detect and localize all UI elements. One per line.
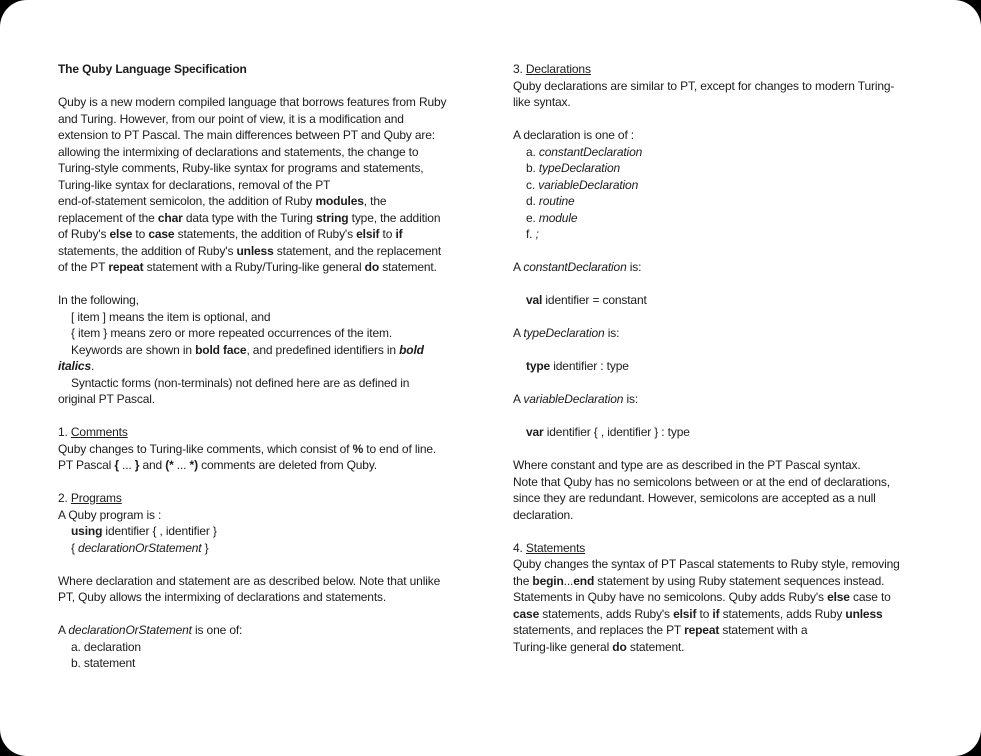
text-line [58, 210, 506, 227]
text-run: Turing-like syntax for declarations, removal of the PT [58, 177, 331, 192]
text-run: ... [563, 573, 574, 588]
text-run: A [513, 392, 524, 406]
text-run: Declarations [525, 62, 591, 76]
text-run: A [513, 260, 524, 274]
text-run: like syntax. [513, 95, 571, 109]
text-run: module [538, 210, 578, 225]
text-line [58, 655, 506, 672]
text-line [513, 243, 968, 260]
text-run: if [395, 227, 403, 241]
text-run: 2. [58, 491, 71, 505]
text-line [58, 457, 506, 474]
text-run: } [201, 540, 209, 555]
text-line [513, 358, 968, 375]
text-run: bold [399, 342, 424, 357]
text-run: val [526, 293, 543, 307]
text-line [58, 61, 506, 78]
text-line [58, 111, 506, 128]
text-line [513, 177, 968, 194]
text-line [513, 490, 968, 507]
text-run: Syntactic forms (non-terminals) not defined here are as defined in [71, 375, 410, 390]
text-run: statement. [626, 639, 685, 654]
text-line [513, 606, 968, 623]
text-run: { [114, 458, 119, 472]
text-line [513, 622, 968, 639]
text-run: A declaration is one of : [513, 128, 634, 142]
text-run: typeDeclaration [538, 161, 621, 175]
text-run: constantDeclaration [523, 260, 627, 274]
text-run: d. [526, 194, 539, 208]
text-run: comments are deleted from Quby. [197, 458, 377, 472]
text-run: identifier = constant [542, 293, 647, 307]
text-line [58, 144, 506, 161]
text-run: . [90, 359, 95, 373]
text-line [513, 408, 968, 425]
text-run: statements, the addition of Ruby's [174, 227, 357, 241]
text-run: Programs [70, 491, 122, 505]
text-run: f. [526, 227, 536, 241]
text-run: identifier { , identifier } : type [543, 425, 690, 439]
text-run: statement. [379, 260, 437, 274]
text-line [513, 342, 968, 359]
text-line [58, 507, 506, 524]
text-run: e. [526, 210, 539, 225]
text-run: a. [526, 144, 539, 159]
text-run: statement by using Ruby statement sequences instead. [594, 573, 885, 588]
text-line [513, 556, 968, 573]
text-line [513, 292, 968, 309]
text-run: a. declaration [71, 639, 141, 654]
text-run: end-of-statement semicolon, the addition of Ruby [58, 194, 316, 208]
text-run: variableDeclaration [523, 392, 624, 406]
text-run: unless [845, 606, 883, 621]
text-run: of Ruby's [58, 227, 110, 241]
text-run: modules [315, 194, 364, 208]
text-run: var [526, 425, 544, 439]
text-run: 4. [513, 540, 526, 555]
text-run: Statements [525, 540, 586, 555]
text-line [513, 193, 968, 210]
text-run: Quby declarations are similar to PT, except for changes to modern Turing- [513, 78, 895, 93]
text-line [58, 292, 506, 309]
text-run: b. [526, 161, 539, 175]
text-run: and [139, 458, 166, 472]
text-run: italics [58, 359, 91, 373]
text-run: statements, adds Ruby [719, 606, 846, 621]
text-line [58, 276, 506, 293]
text-line [58, 193, 506, 210]
text-run: statement, and the replacement [273, 243, 442, 258]
text-run: , and predefined identifiers in [246, 342, 400, 357]
text-line [58, 556, 506, 573]
text-line [58, 177, 506, 194]
text-run: ... [118, 458, 135, 472]
text-line [58, 259, 506, 276]
text-run: elsif [356, 227, 380, 241]
text-line [513, 160, 968, 177]
text-run: routine [538, 194, 575, 208]
document-column-left [58, 61, 506, 672]
text-run: { [71, 540, 79, 555]
text-run: bold face [195, 342, 247, 357]
text-line [513, 523, 968, 540]
text-run: identifier { , identifier } [102, 524, 217, 538]
text-line [58, 391, 506, 408]
text-line [58, 441, 506, 458]
text-run: do [364, 260, 380, 274]
text-line [513, 94, 968, 111]
text-line [58, 325, 506, 342]
text-run: % [352, 441, 364, 456]
text-run: is one of: [191, 623, 243, 637]
text-line [58, 589, 506, 606]
text-run: case [148, 227, 175, 241]
text-line [58, 523, 506, 540]
text-run: PT, Quby allows the intermixing of declarations and statements. [58, 590, 387, 604]
text-run: type, the addition [348, 210, 441, 225]
text-run: type [526, 359, 551, 373]
text-run: Note that Quby has no semicolons between or at the end of declarations, [513, 474, 890, 489]
text-line [513, 309, 968, 326]
text-run: (* [165, 458, 174, 472]
text-run: Quby changes to Turing-like comments, which consist of [58, 441, 353, 456]
text-run: is: [623, 392, 638, 406]
text-run: since they are redundant. However, semicolons are accepted as a null [513, 491, 876, 505]
text-run: allowing the intermixing of declarations and statements, the change to [58, 144, 419, 159]
text-run: ; [535, 227, 539, 241]
text-run: typeDeclaration [523, 326, 605, 340]
text-run: } [134, 458, 140, 472]
text-run: A Quby program is : [58, 507, 162, 522]
text-line [513, 375, 968, 392]
text-run: to [379, 227, 396, 241]
text-run: 3. [513, 62, 526, 76]
text-run: case to [849, 590, 891, 604]
text-run: data type with the Turing [182, 210, 317, 225]
text-line [58, 243, 506, 260]
text-line [58, 622, 506, 639]
text-run: char [157, 210, 183, 225]
text-line [58, 160, 506, 177]
text-run: The Quby Language Specification [58, 62, 247, 76]
text-line [513, 325, 968, 342]
text-run: A [58, 623, 69, 637]
text-run: else [827, 590, 850, 604]
text-run: variableDeclaration [538, 177, 639, 192]
text-line [58, 78, 506, 95]
text-run: c. [526, 177, 539, 192]
text-run: is: [626, 260, 642, 274]
text-run: PT Pascal [58, 458, 115, 472]
text-run: end [573, 573, 595, 588]
text-run: statement with a Ruby/Turing-like general [143, 260, 365, 274]
text-run: replacement of the [58, 210, 158, 225]
text-run: identifier : type [550, 359, 629, 373]
text-run: constantDeclaration [538, 144, 643, 159]
text-run: extension to PT Pascal. The main differences between PT and Quby are: [58, 128, 435, 142]
text-line [513, 78, 968, 95]
text-line [513, 457, 968, 474]
text-run: original PT Pascal. [58, 392, 155, 406]
text-run: *) [189, 458, 198, 472]
text-line [58, 424, 506, 441]
text-run: of the PT [58, 260, 109, 274]
text-run: repeat [684, 623, 720, 637]
text-line [513, 127, 968, 144]
text-line [513, 424, 968, 441]
text-run: Where declaration and statement are as described below. Note that unlike [58, 573, 441, 588]
text-run: case [513, 606, 540, 621]
text-line [58, 342, 506, 359]
text-line [58, 94, 506, 111]
text-line [58, 490, 506, 507]
text-run: to [696, 606, 713, 621]
text-line [513, 540, 968, 557]
text-line [58, 127, 506, 144]
text-run: to [132, 227, 149, 241]
text-line [513, 276, 968, 293]
text-line [58, 606, 506, 623]
text-line [58, 358, 506, 375]
text-run: declaration. [513, 507, 574, 522]
text-line [513, 210, 968, 227]
text-line [513, 61, 968, 78]
text-line [58, 226, 506, 243]
text-line [58, 540, 506, 557]
text-run: Where constant and type are as described in the PT Pascal syntax. [513, 458, 861, 472]
text-run: Keywords are shown in [71, 342, 196, 357]
text-line [513, 226, 968, 243]
text-run: begin [532, 573, 564, 588]
text-run: Turing-like general [513, 639, 613, 654]
text-run: if [712, 606, 720, 621]
text-run: repeat [108, 260, 144, 274]
text-line [58, 375, 506, 392]
text-run: using [71, 524, 103, 538]
text-run: A [513, 326, 524, 340]
text-run: declarationOrStatement [78, 540, 202, 555]
text-line [58, 474, 506, 491]
text-line [513, 441, 968, 458]
text-line [513, 391, 968, 408]
text-line [513, 507, 968, 524]
text-run: declarationOrStatement [68, 623, 192, 637]
text-run: statements, adds Ruby's [539, 606, 674, 621]
text-run: string [316, 210, 349, 225]
text-run: and Turing. However, from our point of view, it is a modification and [58, 111, 404, 126]
text-line [513, 111, 968, 128]
text-line [513, 474, 968, 491]
text-run: { item } means zero or more repeated occurrences of the item. [71, 326, 393, 340]
text-line [513, 259, 968, 276]
text-line [513, 639, 968, 656]
text-line [58, 309, 506, 326]
text-run: ... [173, 458, 190, 472]
text-run: unless [236, 243, 274, 258]
text-run: Quby changes the syntax of PT Pascal statements to Ruby style, removing [513, 557, 900, 571]
text-run: b. statement [71, 656, 136, 670]
text-run: statements, the addition of Ruby's [58, 243, 237, 258]
text-line [513, 589, 968, 606]
text-run: [ item ] means the item is optional, and [71, 309, 271, 324]
text-line [58, 573, 506, 590]
text-run: elsif [673, 606, 697, 621]
text-run: the [513, 573, 533, 588]
text-run: else [109, 227, 133, 241]
text-run: , the [363, 194, 387, 208]
text-run: to end of line. [363, 441, 437, 456]
text-run: statements, and replaces the PT [513, 623, 685, 637]
text-run: Turing-style comments, Ruby-like syntax for programs and statements, [58, 161, 424, 175]
text-run: Comments [70, 425, 128, 439]
text-run: do [612, 639, 627, 654]
text-line [58, 639, 506, 656]
text-run: 1. [58, 425, 71, 439]
text-run: statement with a [719, 623, 808, 637]
text-line [513, 144, 968, 161]
text-run: Quby is a new modern compiled language that borrows features from Ruby [58, 95, 447, 109]
text-run: In the following, [58, 293, 139, 307]
text-run: is: [604, 326, 620, 340]
text-line [513, 573, 968, 590]
text-line [58, 408, 506, 425]
document-column-right [513, 61, 968, 655]
text-run: Statements in Quby have no semicolons. Quby adds Ruby's [513, 590, 828, 604]
